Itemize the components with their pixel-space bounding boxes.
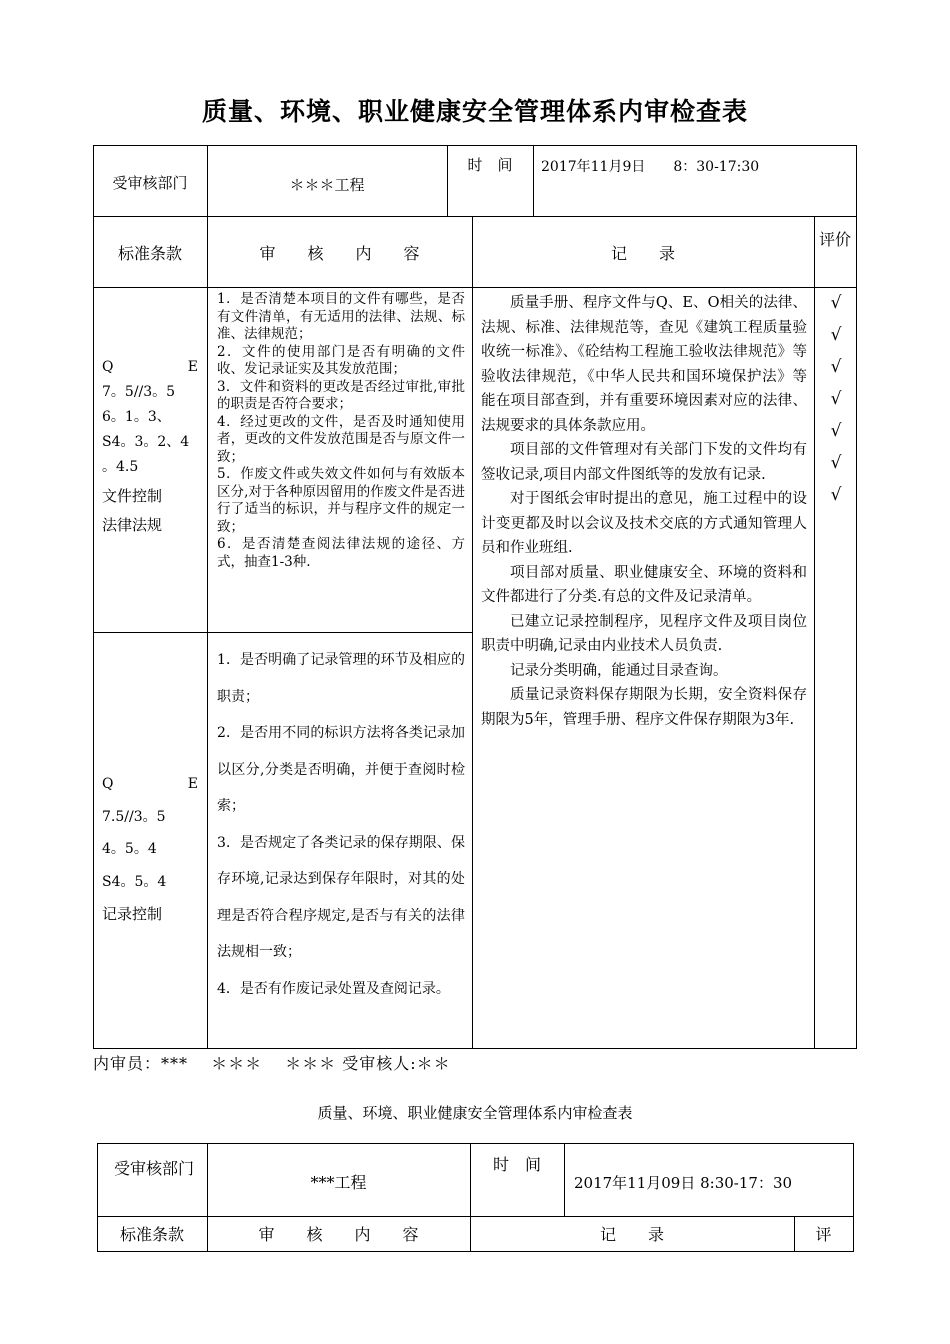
record-paragraph: 质量手册、程序文件与Q、E、O相关的法律、法规、标准、法律规范等，查见《建筑工程质量验收统一标准》、《砼结构工程施工验收法律规范》等验收法律规范，《中华人民共和国环境保护法》等能在项目部查到，并有重要环境因素对应的法律、法规要求的具体条款应用。	[481, 295, 807, 434]
time-label: 时 间	[467, 156, 513, 174]
check-mark-icon: √	[830, 389, 842, 409]
audit-item: 1．是否明确了记录管理的环节及相应的职责；	[217, 652, 465, 705]
clause-line: S4。5。4	[102, 873, 167, 890]
eval-header: 评价	[819, 230, 852, 249]
audit-item: 2．文件的使用部门是否有明确的文件收、发记录证实及其发放范围；	[217, 343, 465, 377]
record-header: 记 录	[610, 244, 675, 263]
col-divider	[472, 216, 473, 1049]
col-divider	[533, 145, 534, 217]
dept-label: 受审核部门	[113, 1159, 194, 1178]
table-border-right	[853, 1143, 854, 1252]
record-paragraph: 对于图纸会审时提出的意见，施工过程中的设计变更都及时以会议及技术交底的方式通知管理人员和作业班组.	[481, 491, 807, 556]
row-divider	[97, 1216, 854, 1217]
table-border-right	[856, 145, 857, 1049]
clause-q: Q	[102, 776, 114, 792]
audit-item: 3．文件和资料的更改是否经过审批,审批的职责是否符合要求；	[217, 378, 465, 412]
content-header: 审 核 内 容	[259, 244, 420, 263]
audit-item: 4．是否有作废记录处置及查阅记录。	[217, 980, 450, 997]
clause-e: E	[187, 776, 198, 792]
check-mark-icon: √	[830, 453, 842, 473]
clause-line: S4。3。2、4	[102, 434, 190, 450]
audit-content-record-control	[217, 642, 465, 1007]
audit-item: 2．是否用不同的标识方法将各类记录加以区分,分类是否明确，并便于查阅时检索；	[217, 725, 465, 814]
clause-header: 标准条款	[117, 244, 182, 263]
clause-line: 。4.5	[102, 459, 139, 475]
clause-cell-document-control	[102, 355, 204, 538]
clause-line: 7。5//3。5	[102, 384, 176, 400]
audit-item: 3．是否规定了各类记录的保存期限、保存环境,记录达到保存年限时，对其的处理是否符合程序规定,是否与有关的法律法规相一致；	[217, 834, 465, 960]
check-mark-icon: √	[830, 357, 842, 377]
check-mark-icon: √	[830, 293, 842, 313]
clause-line: 7.5//3。5	[102, 808, 166, 825]
row-divider	[93, 632, 473, 633]
col-divider	[814, 216, 815, 1049]
content-header: 审 核 内 容	[258, 1225, 419, 1244]
time-label: 时 间	[492, 1155, 541, 1174]
audit-checklist-table-2	[97, 1143, 854, 1252]
time-value: 2017年11月9日 8：30-17:30	[541, 159, 760, 175]
audit-item: 5．作废文件或失效文件如何与有效版本区分,对于各种原因留用的作废文件是否进行了适当的标识，并与程序文件的规定一致；	[217, 466, 465, 535]
clause-line: 法律法规	[102, 516, 163, 534]
col-divider	[564, 1143, 565, 1217]
audit-checklist-table	[93, 145, 857, 1049]
clause-line: 4。5。4	[102, 841, 157, 857]
clause-line: 记录控制	[102, 905, 163, 923]
page-title-2: 质量、环境、职业健康安全管理体系内审检查表	[317, 1104, 633, 1122]
auditor-signatures: 内审员：*** ＊＊＊ ＊＊＊ 受审核人:＊＊	[93, 1054, 451, 1073]
dept-label: 受审核部门	[112, 174, 188, 192]
record-paragraph: 质量记录资料保存期限为长期，安全资料保存期限为5年，管理手册、程序文件保存期限为3年.	[481, 687, 807, 728]
audit-content-document-control	[217, 291, 465, 571]
time-value: 2017年11月09日 8:30-17：30	[574, 1174, 793, 1192]
record-header: 记 录	[599, 1225, 664, 1244]
dept-value: ＊＊＊工程	[289, 176, 365, 194]
audit-item: 1．是否清楚本项目的文件有哪些，是否有文件清单，有无适用的法律、法规、标准、法律规范；	[217, 291, 465, 342]
audit-records	[481, 291, 807, 732]
record-paragraph: 已建立记录控制程序，见程序文件及项目岗位职责中明确,记录由内业技术人员负责.	[481, 613, 807, 654]
check-mark-icon: √	[830, 485, 842, 505]
clause-line: 6。1。3、	[102, 409, 171, 425]
page-title: 质量、环境、职业健康安全管理体系内审检查表	[201, 97, 748, 126]
record-paragraph: 项目部对质量、职业健康安全、环境的资料和文件都进行了分类.有总的文件及记录清单。	[481, 564, 807, 605]
table-border-bottom	[97, 1251, 854, 1252]
table-border-left	[93, 145, 94, 1049]
record-paragraph: 项目部的文件管理对有关部门下发的文件均有签收记录,项目内部文件图纸等的发放有记录.	[481, 442, 807, 483]
audit-item: 6．是否清楚查阅法律法规的途径、方式，抽查1-3种.	[217, 536, 465, 570]
audit-item: 4．经过更改的文件，是否及时通知使用者，更改的文件发放范围是否与原文件一致；	[217, 413, 465, 465]
dept-value: ***工程	[310, 1173, 367, 1192]
table-border-top	[97, 1143, 854, 1144]
check-mark-icon: √	[830, 421, 842, 441]
clause-line: 文件控制	[102, 487, 163, 505]
eval-header: 评	[815, 1225, 832, 1244]
clause-q: Q	[102, 359, 114, 375]
evaluation-column	[821, 287, 851, 511]
clause-header: 标准条款	[119, 1225, 184, 1244]
check-mark-icon: √	[830, 325, 842, 345]
clause-e: E	[187, 359, 198, 375]
clause-cell-record-control	[102, 768, 204, 931]
record-paragraph: 记录分类明确，能通过目录查询。	[510, 662, 728, 679]
col-divider	[207, 145, 208, 1049]
